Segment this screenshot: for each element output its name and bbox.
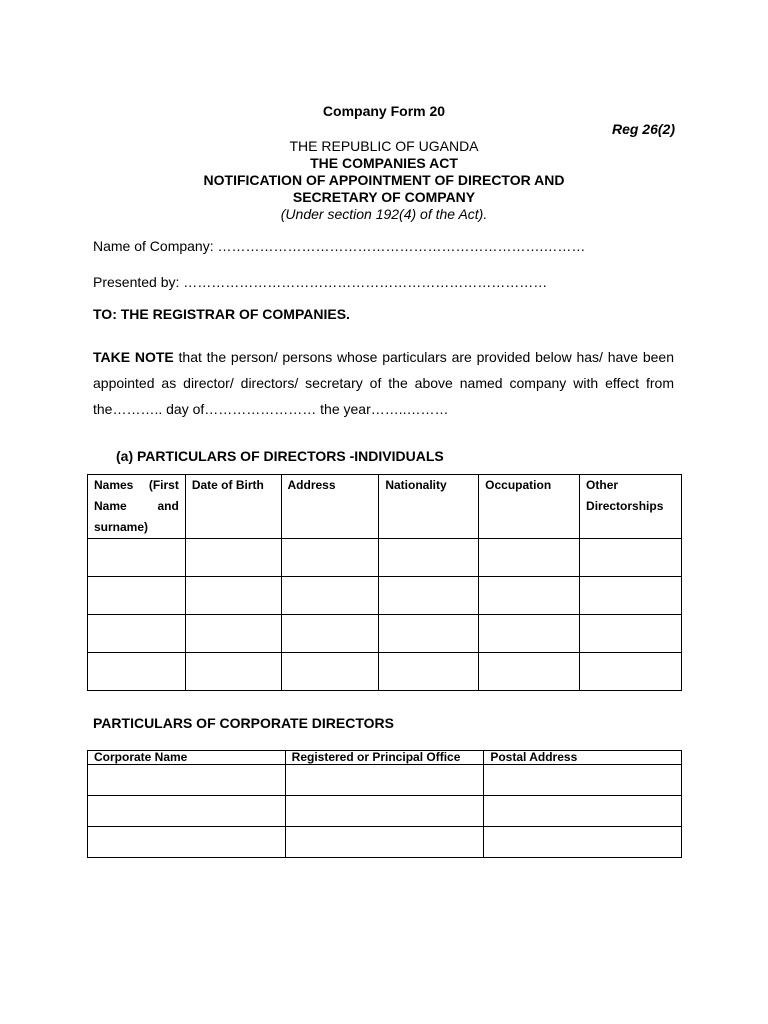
column-header: Nationality xyxy=(379,475,479,539)
table-header-row xyxy=(88,475,682,539)
individual-directors-table xyxy=(87,474,682,691)
column-header: Postal Address xyxy=(484,751,682,765)
regulation-reference: Reg 26(2) xyxy=(611,121,675,137)
table-cell[interactable] xyxy=(379,653,479,691)
column-header: Occupation xyxy=(479,475,580,539)
table-row xyxy=(88,796,682,827)
table-row xyxy=(88,765,682,796)
notification-heading-line1: NOTIFICATION OF APPOINTMENT OF DIRECTOR AND xyxy=(203,172,565,188)
table-cell[interactable] xyxy=(379,539,479,577)
table-row xyxy=(88,539,682,577)
corporate-directors-heading: PARTICULARS OF CORPORATE DIRECTORS xyxy=(93,715,395,731)
under-section-note: (Under section 192(4) of the Act). xyxy=(280,206,488,222)
act-heading: THE COMPANIES ACT xyxy=(310,155,458,171)
table-cell[interactable] xyxy=(379,615,479,653)
table-cell[interactable] xyxy=(185,539,281,577)
table-row xyxy=(88,615,682,653)
table-cell[interactable] xyxy=(185,615,281,653)
table-row xyxy=(88,653,682,691)
column-header: Address xyxy=(281,475,379,539)
table-cell[interactable] xyxy=(285,827,484,858)
take-note-paragraph xyxy=(93,344,674,422)
table-cell[interactable] xyxy=(88,653,186,691)
table-cell[interactable] xyxy=(88,827,286,858)
table-cell[interactable] xyxy=(285,796,484,827)
table-cell[interactable] xyxy=(379,577,479,615)
table-header-row xyxy=(88,751,682,765)
table-cell[interactable] xyxy=(281,577,379,615)
table-cell[interactable] xyxy=(281,653,379,691)
addressee-line: TO: THE REGISTRAR OF COMPANIES. xyxy=(93,306,350,322)
table-cell[interactable] xyxy=(88,539,186,577)
take-note-body: that the person/ persons whose particulars are provided below has/ have been appointed as director/ directors/ secretary of the above named company with effect from the……….. day of…………………… the year……..……… xyxy=(93,349,674,417)
table-cell[interactable] xyxy=(484,765,682,796)
table-cell[interactable] xyxy=(479,615,580,653)
corporate-directors-table xyxy=(87,750,682,858)
table-cell[interactable] xyxy=(479,539,580,577)
table-cell[interactable] xyxy=(88,796,286,827)
individual-directors-heading: (a) PARTICULARS OF DIRECTORS -INDIVIDUALS xyxy=(116,448,444,464)
table-cell[interactable] xyxy=(281,615,379,653)
table-row xyxy=(88,827,682,858)
table-cell[interactable] xyxy=(185,653,281,691)
column-header: Names (First Name and surname) xyxy=(88,475,186,539)
table-cell[interactable] xyxy=(185,577,281,615)
notification-heading-line2: SECRETARY OF COMPANY xyxy=(292,189,476,205)
column-header: Other Directorships xyxy=(580,475,682,539)
table-cell[interactable] xyxy=(88,615,186,653)
table-cell[interactable] xyxy=(285,765,484,796)
presented-by-field[interactable]: Presented by: …………………………………………………………………… xyxy=(93,274,548,290)
table-cell[interactable] xyxy=(484,796,682,827)
table-cell[interactable] xyxy=(281,539,379,577)
take-note-lead: TAKE NOTE xyxy=(93,349,174,365)
table-cell[interactable] xyxy=(88,765,286,796)
table-cell[interactable] xyxy=(580,539,682,577)
form-title: Company Form 20 xyxy=(322,103,446,119)
table-cell[interactable] xyxy=(88,577,186,615)
table-cell[interactable] xyxy=(580,615,682,653)
table-cell[interactable] xyxy=(580,653,682,691)
table-cell[interactable] xyxy=(580,577,682,615)
company-name-field[interactable]: Name of Company: …………………………………………………………….……… xyxy=(93,238,586,254)
column-header: Registered or Principal Office xyxy=(285,751,484,765)
table-cell[interactable] xyxy=(484,827,682,858)
table-cell[interactable] xyxy=(479,577,580,615)
table-cell[interactable] xyxy=(479,653,580,691)
republic-heading: THE REPUBLIC OF UGANDA xyxy=(289,138,479,154)
table-row xyxy=(88,577,682,615)
column-header: Corporate Name xyxy=(88,751,286,765)
column-header: Date of Birth xyxy=(185,475,281,539)
